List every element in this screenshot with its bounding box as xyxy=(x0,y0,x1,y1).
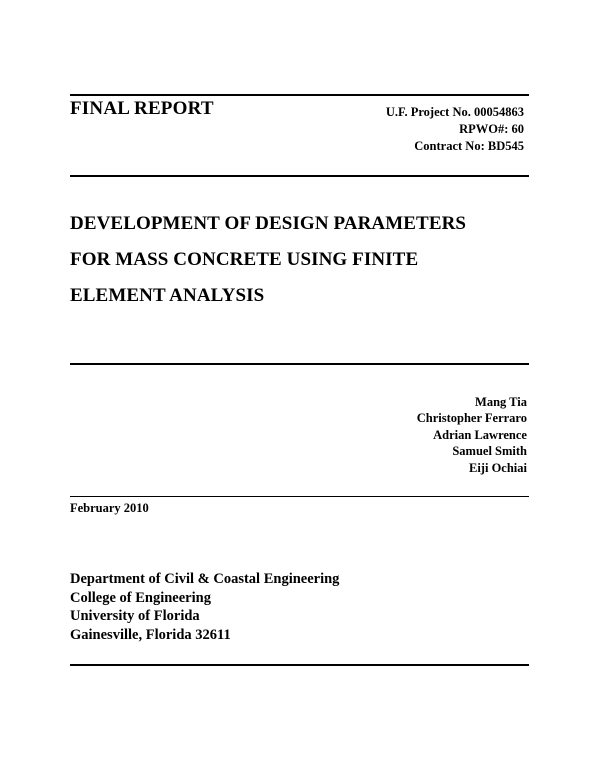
author-name: Mang Tia xyxy=(475,395,527,409)
title-line-2: FOR MASS CONCRETE USING FINITE xyxy=(70,249,419,270)
address-line: University of Florida xyxy=(70,608,200,625)
address-line: Gainesville, Florida 32611 xyxy=(70,626,231,643)
authors-rule xyxy=(70,496,529,497)
address-line: Department of Civil & Coastal Engineering xyxy=(70,571,340,587)
address-line: College of Engineering xyxy=(70,589,211,606)
author-name: Eiji Ochiai xyxy=(469,460,527,475)
author-name: Christopher Ferraro xyxy=(416,411,527,426)
top-rule xyxy=(70,94,529,96)
report-type-label: FINAL REPORT xyxy=(70,98,214,119)
contract-number: Contract No: BD545 xyxy=(414,139,524,153)
department-address xyxy=(70,570,339,644)
header-rule xyxy=(70,175,529,177)
title-rule xyxy=(70,363,529,365)
report-title xyxy=(70,206,540,314)
report-date: February 2010 xyxy=(70,501,149,515)
author-name: Samuel Smith xyxy=(452,444,527,459)
author-list xyxy=(417,394,527,476)
bottom-rule xyxy=(70,664,529,666)
project-info xyxy=(386,104,524,155)
rpwo-number: RPWO#: 60 xyxy=(459,122,524,136)
title-line-1: DEVELOPMENT OF DESIGN PARAMETERS xyxy=(70,213,467,234)
project-number: U.F. Project No. 00054863 xyxy=(385,105,524,119)
title-line-3: ELEMENT ANALYSIS xyxy=(70,285,265,306)
author-name: Adrian Lawrence xyxy=(433,427,527,442)
